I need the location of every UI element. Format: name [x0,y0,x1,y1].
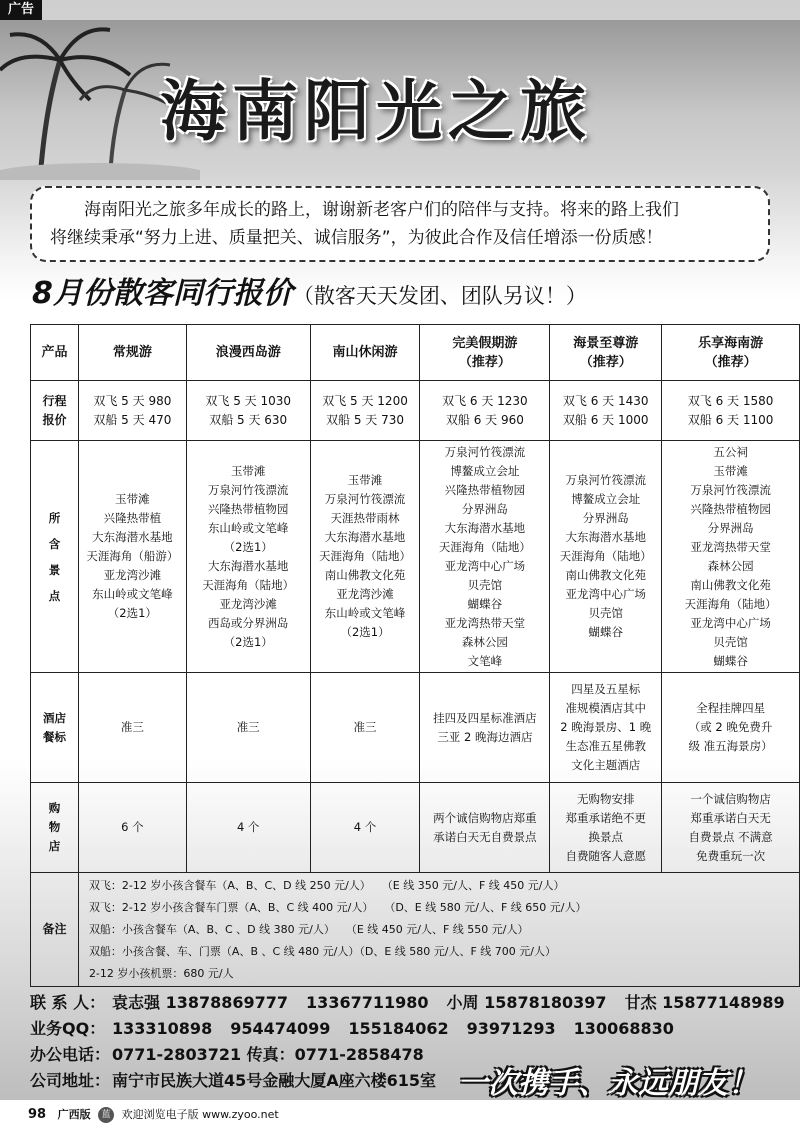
list-item: 全程挂牌四星 [696,701,766,715]
list-item: 准三 [236,720,260,734]
list-item: 2-12 岁小孩机票：680 元/人 [88,966,234,980]
list-item: 兴隆热带植 [103,511,162,525]
list-item: 分界洲岛 [461,501,508,516]
hotel-cell [310,673,420,783]
list-item: 换景点 [588,829,623,844]
list-item: 蝴蝶谷 [713,653,748,668]
intro-line-2: 将继续秉承“努力上进、质量把关、诚信服务”，为彼此合作及信任增添一份质感！ [50,228,663,248]
list-item: 无购物安排 [576,791,635,806]
list-item: 天涯海角（陆地） [684,596,777,611]
contact-qq-row: 业务QQ： 133310898 954474099 155184062 93971293 130068830 [30,1019,674,1038]
list-item: 天涯海角（陆地） [202,577,295,592]
list-item: 蝴蝶谷 [467,596,503,611]
list-item: 自费随客人意愿 [565,848,646,863]
hotel-cell [78,673,186,783]
list-item: 双飞：2-12 岁小孩含餐车（A、B、C、D 线 250 元/人） （E 线 350 元/人、F 线 450 元/人） [88,878,565,892]
list-item: 天涯热带雨林 [330,511,400,525]
list-item: 级 准五海景房） [688,739,773,753]
hotel-row [31,673,800,783]
table-header-row [31,325,800,381]
intro-box [30,186,770,262]
list-item: 6 个 [121,820,144,834]
list-item: 亚龙湾中心广场 [565,587,646,601]
notes-label: 备注 [31,873,79,987]
edition-label: 广西版 [57,1108,91,1121]
list-item: 亚龙湾中心广场 [690,615,771,630]
list-item: 亚龙湾沙滩 [336,587,394,601]
list-item: 亚龙湾沙滩 [103,568,162,582]
page-number: 98 [28,1107,47,1122]
shop-cell [310,783,420,873]
contact-office-row: 办公电话： 0771-2803721 传真：0771-2858478 [30,1045,424,1064]
page-title: 海南阳光之旅 [160,73,592,150]
notes-row [31,873,800,987]
shop-cell [78,783,186,873]
list-item: 东山岭或文笔峰 [92,587,173,601]
list-item: 玉带滩 [347,473,383,487]
spots-cell [420,441,550,673]
shop-cell [662,783,800,873]
list-item: 万泉河竹筏漂流 [207,482,289,497]
list-item: 万泉河竹筏漂流 [565,473,646,487]
list-item: 万泉河竹筏漂流 [444,444,526,459]
list-item: 贝壳馆 [467,577,503,592]
hotel-cell [550,673,662,783]
spots-label: 所 含 景 点 [31,441,79,673]
list-item: 森林公园 [461,634,508,649]
list-item: 东山岭或文笔峰 [324,606,406,620]
list-item: 双船：小孩含餐、车、门票（A、B 、C 线 480 元/人）（D、E 线 580 元/人、F 线 700 元/人） [88,944,557,958]
contact-address-row: 公司地址： 南宁市民族大道45号金融大厦A座六楼615室 [30,1071,437,1090]
list-item: 分界洲岛 [707,520,754,535]
notes-cell [78,873,799,987]
list-item: 准规模酒店其中 [565,701,646,715]
shop-cell [550,783,662,873]
list-item: 天涯海角（陆地） [438,539,531,554]
list-item: 西岛或分界洲岛 [207,615,289,630]
list-item: 文化主题酒店 [571,758,641,772]
list-item: 一个诚信购物店 [690,791,771,806]
list-item: 挂四及四星标准酒店 [433,710,537,725]
slogan: 一次携手、永远朋友！ [458,1066,758,1101]
list-item: 亚龙湾中心广场 [444,558,526,573]
list-item: 郑重承诺绝不更 [565,810,646,825]
list-item: 南山佛教文化苑 [565,568,646,582]
list-item: 亚龙湾沙滩 [219,596,277,611]
shop-cell [420,783,550,873]
spots-cell [550,441,662,673]
product-cell: 南山休闲游 [310,325,420,381]
list-item: 东山岭或文笔峰 [207,520,289,535]
spots-cell [78,441,186,673]
product-cell: 海景至尊游 （推荐） [550,325,662,381]
hotel-label: 酒店 餐标 [31,673,79,783]
list-item: 大东海潜水基地 [92,530,173,544]
intro-line-1: 海南阳光之旅多年成长的路上，谢谢新老客户们的陪伴与支持。将来的路上我们 [84,200,679,220]
list-item: 玉带滩 [713,463,748,478]
list-item: 亚龙湾热带天堂 [444,615,526,630]
list-item: 玉带滩 [115,492,150,506]
hotel-cell [420,673,550,783]
header-label: 产品 [31,325,79,381]
list-item: 分界洲岛 [582,511,629,525]
list-item: 兴隆热带植物园 [207,501,289,516]
list-item: 生态准五星佛教 [565,739,646,753]
list-item: 博鳌成立会址 [571,492,641,506]
shop-row [31,783,800,873]
footer [0,1102,800,1128]
list-item: 兴隆热带植物园 [444,482,526,497]
list-item: 文笔峰 [467,653,503,668]
list-item: （2选1） [340,625,390,639]
list-item: 森林公园 [707,558,754,573]
list-item: 大东海潜水基地 [324,530,406,544]
contact-people-row: 联 系 人： 袁志强 13878869777 13367711980 小周 15878180397 甘杰 15877148989 [30,993,785,1012]
hotel-cell [186,673,310,783]
price-table [30,324,800,987]
list-item: 准三 [120,720,144,734]
price-cell: 双飞 5 天 1200 双船 5 天 730 [310,381,420,441]
list-item: （2选1） [107,606,157,620]
list-item: 大东海潜水基地 [207,558,289,573]
spots-cell [662,441,800,673]
product-cell: 常规游 [78,325,186,381]
list-item: 天涯海角（陆地） [559,549,652,563]
shop-cell [186,783,310,873]
list-item: 天涯海角（船游） [86,549,179,563]
price-cell: 双飞 5 天 980 双船 5 天 470 [78,381,186,441]
list-item: 博鳌成立会址 [450,463,520,478]
price-cell: 双飞 5 天 1030 双船 5 天 630 [186,381,310,441]
list-item: 双飞：2-12 岁小孩含餐车门票（A、B、C 线 400 元/人） （D、E 线 580 元/人、F 线 650 元/人） [88,900,587,914]
price-heading [32,268,587,312]
shop-label: 购 物 店 [31,783,79,873]
list-item: 承诺白天无自费景点 [433,829,537,844]
list-item: 蝴蝶谷 [588,625,623,639]
price-cell: 双飞 6 天 1430 双船 6 天 1000 [550,381,662,441]
list-item: 亚龙湾热带天堂 [690,539,771,554]
list-item: 大东海潜水基地 [444,520,526,535]
list-item: 两个诚信购物店郑重 [433,810,537,825]
price-heading-main: 8月份散客同行报价 [32,276,293,311]
product-cell: 完美假期游 （推荐） [420,325,550,381]
price-heading-note: （散客天天发团、团队另议！） [292,284,587,308]
list-item: 五公祠 [713,444,748,459]
ad-tag: 广告 [0,0,42,20]
spots-row [31,441,800,673]
list-item: 免费重玩一次 [696,848,766,863]
list-item: 4 个 [236,820,260,834]
price-cell: 双飞 6 天 1580 双船 6 天 1100 [662,381,800,441]
list-item: （2选1） [223,634,273,649]
list-item: 万泉河竹筏漂流 [324,492,406,506]
list-item: 大东海潜水基地 [565,530,646,544]
list-item: 双船：小孩含餐车（A、B、C 、D 线 380 元/人） （E 线 450 元/人、F 线 550 元/人） [88,922,529,936]
list-item: 准三 [353,720,377,734]
spots-cell [186,441,310,673]
list-item: 郑重承诺白天无 [690,810,771,825]
list-item: 4 个 [353,820,377,834]
footer-website: 欢迎浏览电子版 www.zyoo.net [121,1108,279,1121]
list-item: 南山佛教文化苑 [690,577,771,592]
list-item: （或 2 晚免费升 [688,720,773,734]
list-item: 玉带滩 [230,463,266,478]
list-item: （2选1） [223,539,273,554]
list-item: 兴隆热带植物园 [690,501,771,516]
hotel-cell [662,673,800,783]
edition-badge-icon: 蓝 [98,1107,114,1123]
product-cell: 乐享海南游 （推荐） [662,325,800,381]
price-label: 行程 报价 [31,381,79,441]
banner [0,20,800,180]
spots-cell [310,441,420,673]
list-item: 贝壳馆 [713,634,748,649]
list-item: 自费景点 不满意 [688,829,773,844]
price-row [31,381,800,441]
list-item: 2 晚海景房、1 晚 [560,720,652,734]
price-cell: 双飞 6 天 1230 双船 6 天 960 [420,381,550,441]
list-item: 三亚 2 晚海边酒店 [437,729,533,744]
list-item: 贝壳馆 [588,606,623,620]
list-item: 天涯海角（陆地） [319,549,412,563]
list-item: 南山佛教文化苑 [324,568,406,582]
list-item: 四星及五星标 [571,682,641,696]
list-item: 万泉河竹筏漂流 [690,482,771,497]
product-cell: 浪漫西岛游 [186,325,310,381]
